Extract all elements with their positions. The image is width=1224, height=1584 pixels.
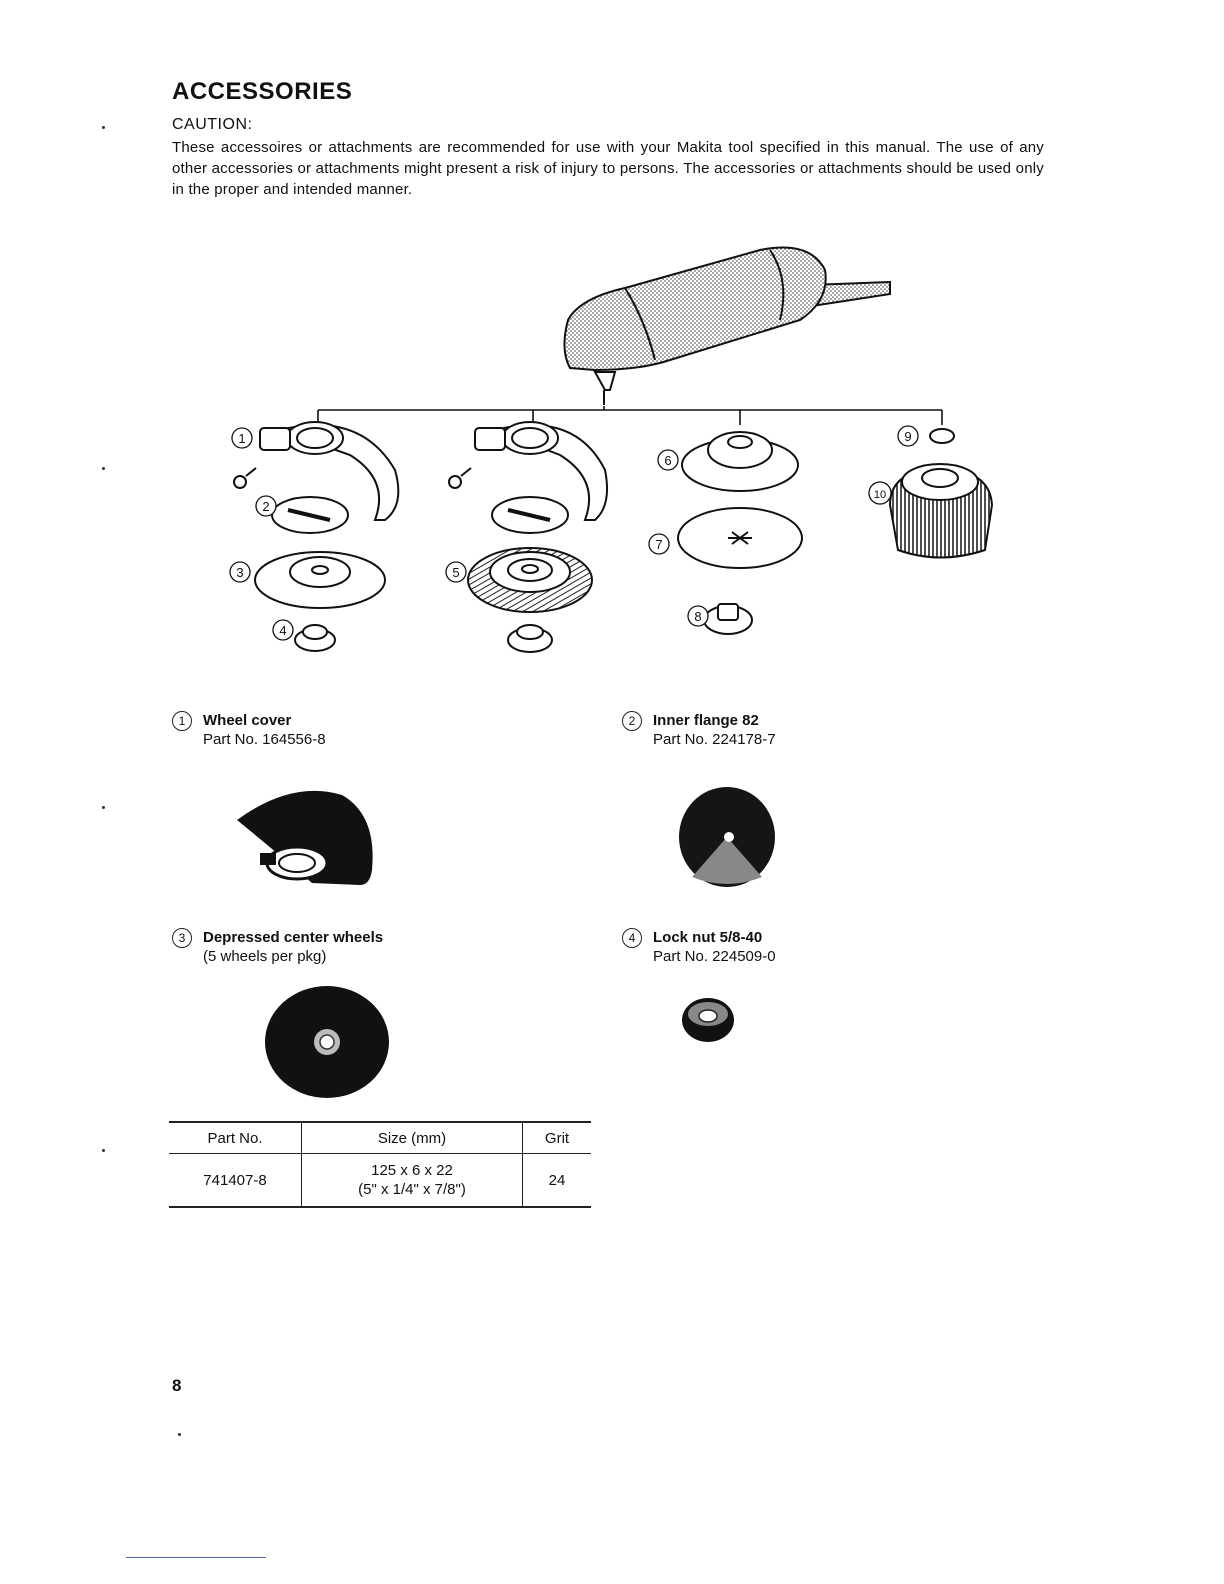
column-2-parts [449,422,607,652]
item-inner-flange [622,711,776,748]
diagram-label-10: 10 [873,489,887,501]
cell-part-no: 741407-8 [169,1154,302,1208]
item-lock-nut [622,928,776,965]
column-3-parts [678,432,802,634]
diagram-label-5: 5 [452,565,460,580]
cell-size [302,1154,523,1208]
item-number: 1 [172,711,192,731]
cell-size-in: (5" x 1/4" x 7/8") [358,1181,466,1198]
grinder-tool-illustration [564,248,890,406]
column-1-parts [234,422,398,651]
item-detail: (5 wheels per pkg) [203,948,327,965]
item-detail: Part No. 224178-7 [653,731,776,748]
item-detail: Part No. 164556-8 [203,731,326,748]
item-name: Wheel cover [203,711,292,729]
col-header-grit: Grit [523,1122,592,1154]
footer-rule [126,1557,266,1558]
page-number: 8 [172,1376,182,1395]
diagram-label-2: 2 [262,499,270,514]
diagram-label-7: 7 [655,537,663,552]
item-detail: Part No. 224509-0 [653,948,776,965]
margin-dot [102,467,105,470]
connector-lines [318,406,942,425]
margin-dot [102,1149,105,1152]
depressed-wheel-photo [262,985,392,1100]
margin-dot [102,806,105,809]
diagram-label-9: 9 [904,429,912,444]
item-name: Inner flange 82 [653,711,759,729]
cell-size-mm: 125 x 6 x 22 [371,1162,453,1179]
item-wheel-cover [172,711,326,748]
col-header-size: Size (mm) [302,1122,523,1154]
item-name: Lock nut 5/8-40 [653,928,763,946]
parts-table [169,1121,591,1208]
cell-grit: 24 [523,1154,592,1208]
diagram-label-8: 8 [694,609,702,624]
item-number: 3 [172,928,192,948]
table-row [169,1154,591,1208]
margin-dot [178,1433,181,1436]
lock-nut-photo [680,992,736,1044]
caution-label: CAUTION: [172,116,253,133]
item-number: 4 [622,928,642,948]
wheel-cover-photo [232,785,382,890]
page-heading: ACCESSORIES [172,78,353,105]
accessories-diagram [200,220,1020,680]
item-number: 2 [622,711,642,731]
col-header-part-no: Part No. [169,1122,302,1154]
diagram-label-6: 6 [664,453,672,468]
diagram-label-1: 1 [238,431,246,446]
item-depressed-center-wheels [172,928,383,965]
column-4-parts [890,429,992,558]
diagram-label-4: 4 [279,623,287,638]
inner-flange-photo [672,785,782,890]
diagram-label-3: 3 [236,565,244,580]
margin-dot [102,126,105,129]
item-name: Depressed center wheels [203,928,384,946]
caution-text: These accessoires or attachments are recommended for use with your Makita tool specified in this manual. The use of any other accessories or attachments might present a risk of injury to persons. The accessories or attachments should be used only in the proper and intended manner. [172,139,1044,198]
